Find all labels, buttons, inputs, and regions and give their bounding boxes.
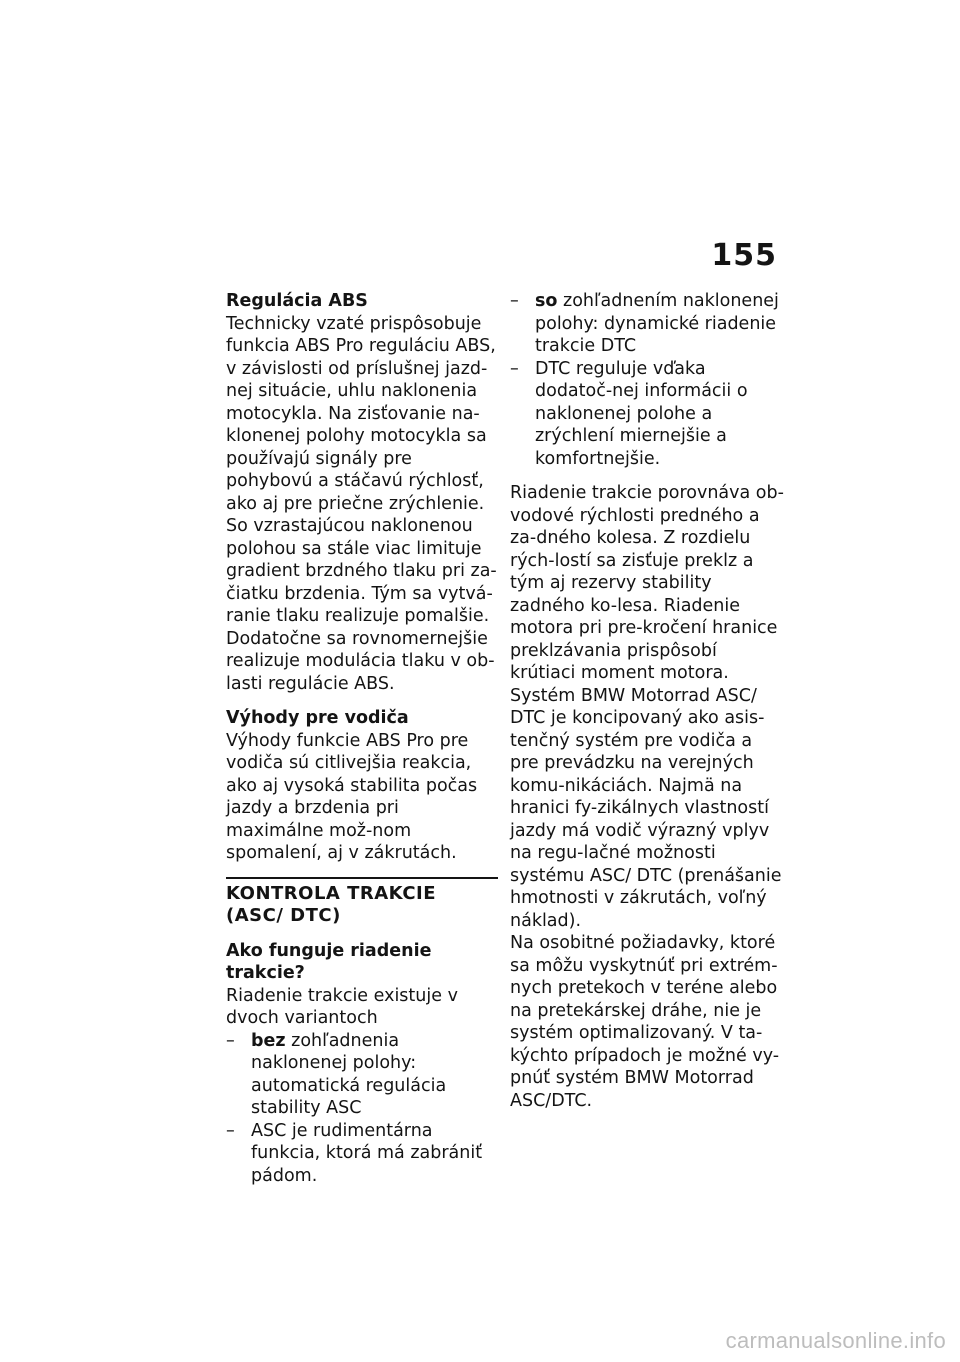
list-item-text: zohľadnenia naklonenej polohy: automatická regulácia stability ASC xyxy=(251,1030,447,1118)
left-column xyxy=(226,290,498,1187)
dash-bullet: – xyxy=(510,358,519,379)
abs-heading: Regulácia ABS xyxy=(226,291,368,311)
traction-paragraph-1: Riadenie trakcie porovnáva ob-vodové rýchlosti predného a za-dného kolesa. Z rozdielu rých-lostí sa zisťuje preklz a tým aj rezervy stability zadného ko-lesa. Riadenie motora pri pre-kročení hranice preklzávania prispôsobí krútiaci moment motora. xyxy=(510,483,784,683)
page-number: 155 xyxy=(711,238,777,273)
list-item-text: DTC reguluje vďaka dodatoč-nej informácii o naklonenej polohe a zrýchlení miernejšie a komfortnejšie. xyxy=(535,358,748,469)
abs-paragraph-2: So vzrastajúcou naklonenou polohou sa stále viac limituje gradient brzdného tlaku pri za-čiatku brzdenia. Tým sa vytvá-ranie tlaku realizuje pomalšie. Dodatočne sa rovnomernejšie realizuje modulácia tlaku v ob-lasti regulácie ABS. xyxy=(226,516,497,694)
traction-paragraph-3: Na osobitné požiadavky, ktoré sa môžu vyskytnúť pri extrém-nych pretekoch v teréne alebo na pretekárskej dráhe, nie je systém optimalizovaný. V ta-kýchto prípadoch je možné vy-pnúť systém BMW Motorrad ASC/DTC. xyxy=(510,933,780,1111)
traction-paragraph-2: Systém BMW Motorrad ASC/ DTC je koncipovaný ako asis-tenčný systém pre vodiča a pre prevádzku na verejných komu-nikáciách. Najmä na hranici fy-zikálnych vlastností jazdy má vodič výrazný vplyv na regu-lačné možnosti systému ASC/ DTC (prenášanie hmotnosti v zákrutách, voľný náklad). xyxy=(510,685,782,931)
list-item-text: zohľadnením naklonenej polohy: dynamické riadenie trakcie DTC xyxy=(535,291,779,356)
how-paragraph: Riadenie trakcie existuje v dvoch variantoch xyxy=(226,985,458,1028)
dash-bullet: – xyxy=(226,1030,235,1051)
benefits-paragraph: Výhody funkcie ABS Pro pre vodiča sú citlivejšia reakcia, ako aj vysoká stabilita počas jazdy a brzdenia pri maximálne mož-nom spomalení, aj v zákrutách. xyxy=(226,730,478,863)
list-item xyxy=(510,290,785,358)
list-item xyxy=(510,358,785,471)
section-divider xyxy=(226,877,498,928)
benefits-heading: Výhody pre vodiča xyxy=(226,708,409,728)
dash-bullet: – xyxy=(510,291,519,311)
list-item xyxy=(226,1030,498,1120)
list-item xyxy=(226,1120,498,1188)
abs-paragraph-1: Technicky vzaté prispôsobuje funkcia ABS Pro reguláciu ABS, v závislosti od príslušnej jazd-nej situácie, uhlu naklonenia motocykla. Na zisťovanie na-klonenej polohy motocykla sa používajú signály pre pohybovú a stáčavú rýchlosť, ako aj pre priečne zrýchlenie. xyxy=(226,313,496,514)
list-item-text: ASC je rudimentárna funkcia, ktorá má zabrániť pádom. xyxy=(251,1120,483,1186)
dash-bullet: – xyxy=(226,1120,235,1141)
list-item-keyword: so xyxy=(535,291,558,311)
watermark: carmanualsonline.info xyxy=(725,1328,946,1353)
how-heading: Ako funguje riadenie trakcie? xyxy=(226,940,432,983)
right-column xyxy=(510,290,785,1112)
section-title: KONTROLA TRAKCIE (ASC/ DTC) xyxy=(226,882,437,926)
list-item-keyword: bez xyxy=(251,1030,286,1051)
